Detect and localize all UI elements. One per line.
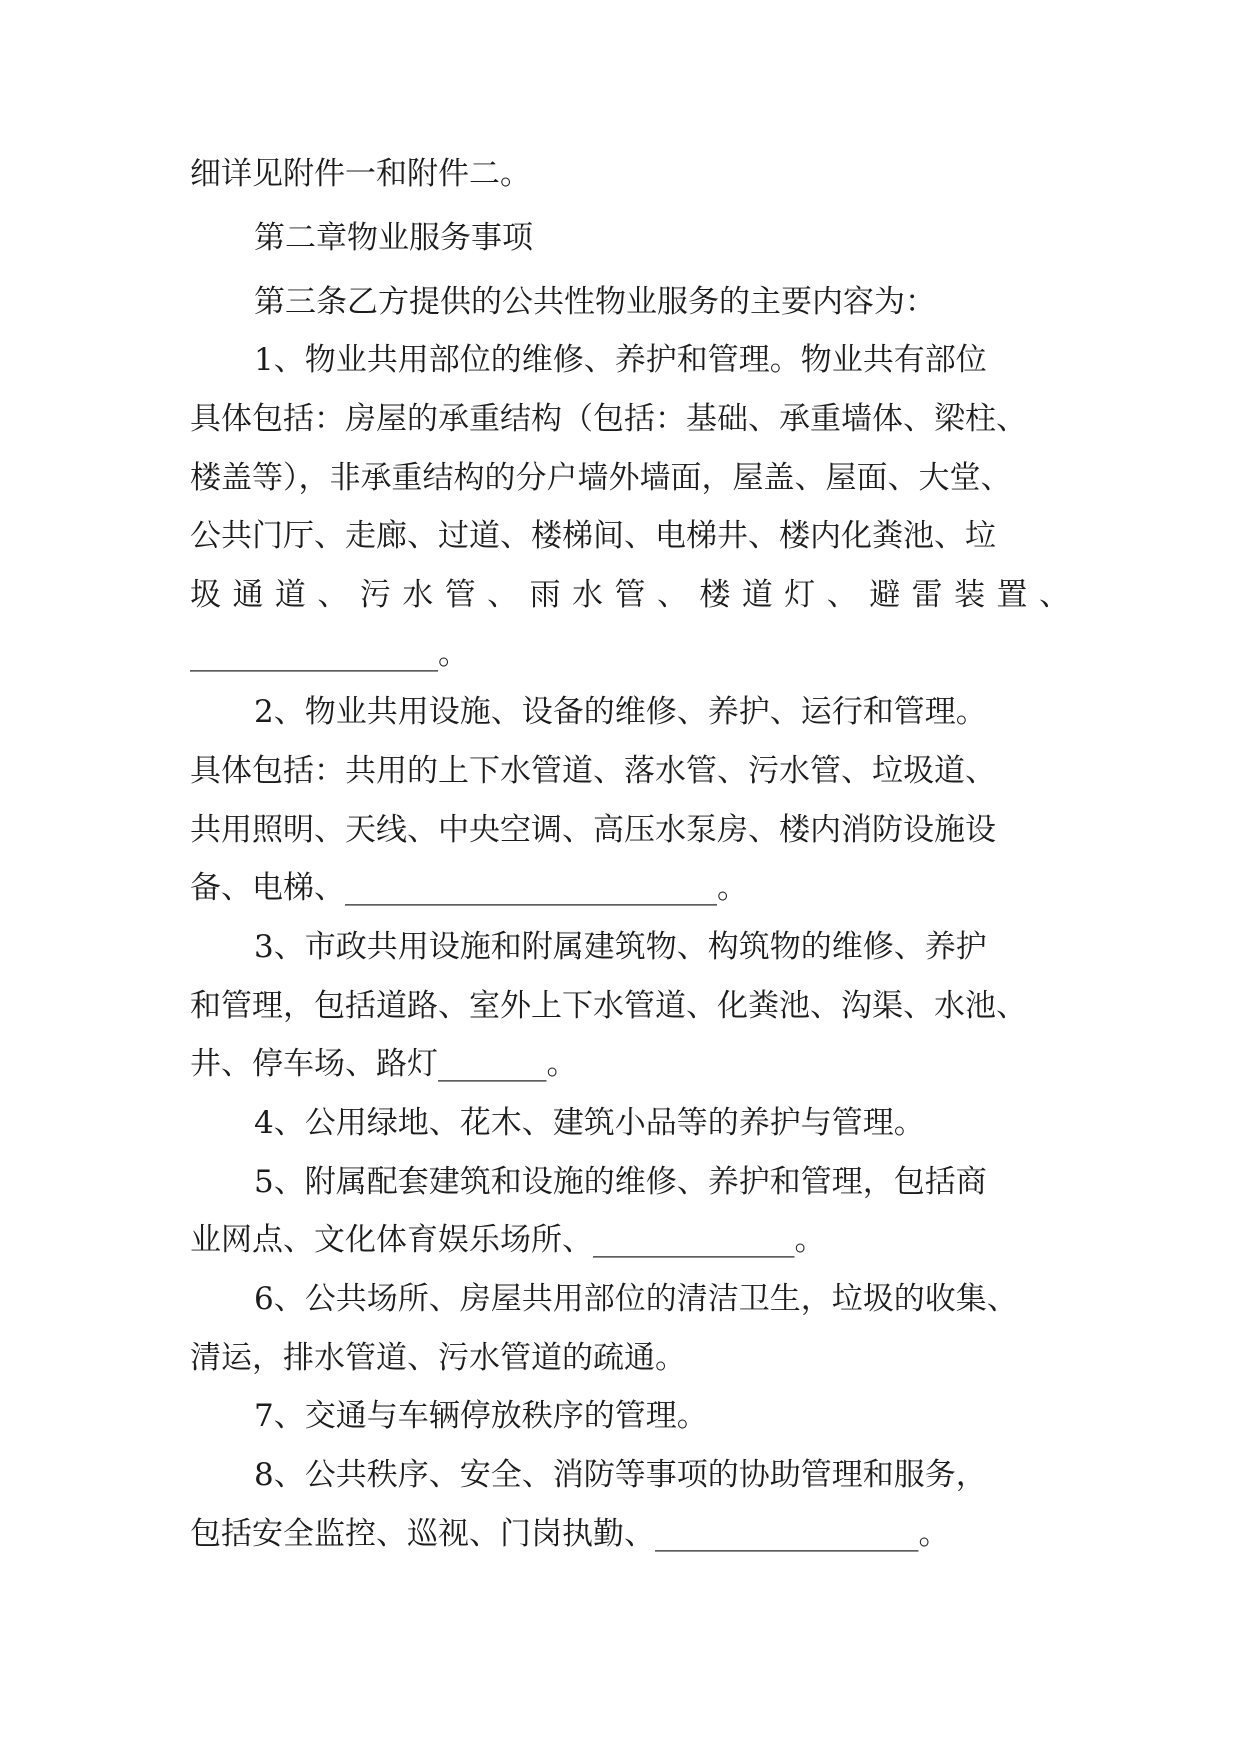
text-line: 清运，排水管道、污水管道的疏通。 — [190, 1340, 686, 1376]
list-item-2: 2、物业共用设施、设备的维修、养护、运行和管理。 — [254, 694, 987, 730]
text-line: 具体包括：房屋的承重结构（包括：基础、承重墙体、梁柱、 — [190, 401, 1027, 437]
list-item-3: 3、市政共用设施和附属建筑物、构筑物的维修、养护 — [254, 929, 987, 965]
text-line: 圾通道、污水管、雨水管、楼道灯、避雷装置、 — [190, 577, 1070, 613]
text-line: 细详见附件一和附件二。 — [190, 156, 531, 192]
list-item-6: 6、公共场所、房屋共用部位的清洁卫生，垃圾的收集、 — [254, 1281, 1018, 1317]
blank-fill-line: ________________。 — [190, 636, 469, 672]
text-line: 具体包括：共用的上下水管道、落水管、污水管、垃圾道、 — [190, 753, 996, 789]
list-item-8: 8、公共秩序、安全、消防等事项的协助管理和服务， — [254, 1457, 987, 1493]
text-line: 共用照明、天线、中央空调、高压水泵房、楼内消防设施设 — [190, 812, 996, 848]
list-item-1: 1、物业共用部位的维修、养护和管理。物业共有部位 — [254, 342, 987, 378]
text-line: 公共门厅、走廊、过道、楼梯间、电梯井、楼内化粪池、垃 — [190, 518, 996, 554]
text-line: 楼盖等），非承重结构的分户墙外墙面，屋盖、屋面、大堂、 — [190, 460, 1012, 496]
list-item-7: 7、交通与车辆停放秩序的管理。 — [254, 1398, 708, 1434]
blank-fill-line: 业网点、文化体育娱乐场所、_____________。 — [190, 1222, 826, 1258]
text-line: 和管理，包括道路、室外上下水管道、化粪池、沟渠、水池、 — [190, 988, 1027, 1024]
blank-fill-line: 包括安全监控、巡视、门岗执勤、_________________。 — [190, 1516, 950, 1552]
blank-fill-line: 备、电梯、________________________。 — [190, 870, 748, 906]
chapter-heading: 第二章物业服务事项 — [254, 220, 533, 256]
blank-fill-line: 井、停车场、路灯_______。 — [190, 1046, 578, 1082]
list-item-5: 5、附属配套建筑和设施的维修、养护和管理，包括商 — [254, 1164, 987, 1200]
article-heading: 第三条乙方提供的公共性物业服务的主要内容为： — [254, 284, 936, 320]
list-item-4: 4、公用绿地、花木、建筑小品等的养护与管理。 — [254, 1105, 925, 1141]
